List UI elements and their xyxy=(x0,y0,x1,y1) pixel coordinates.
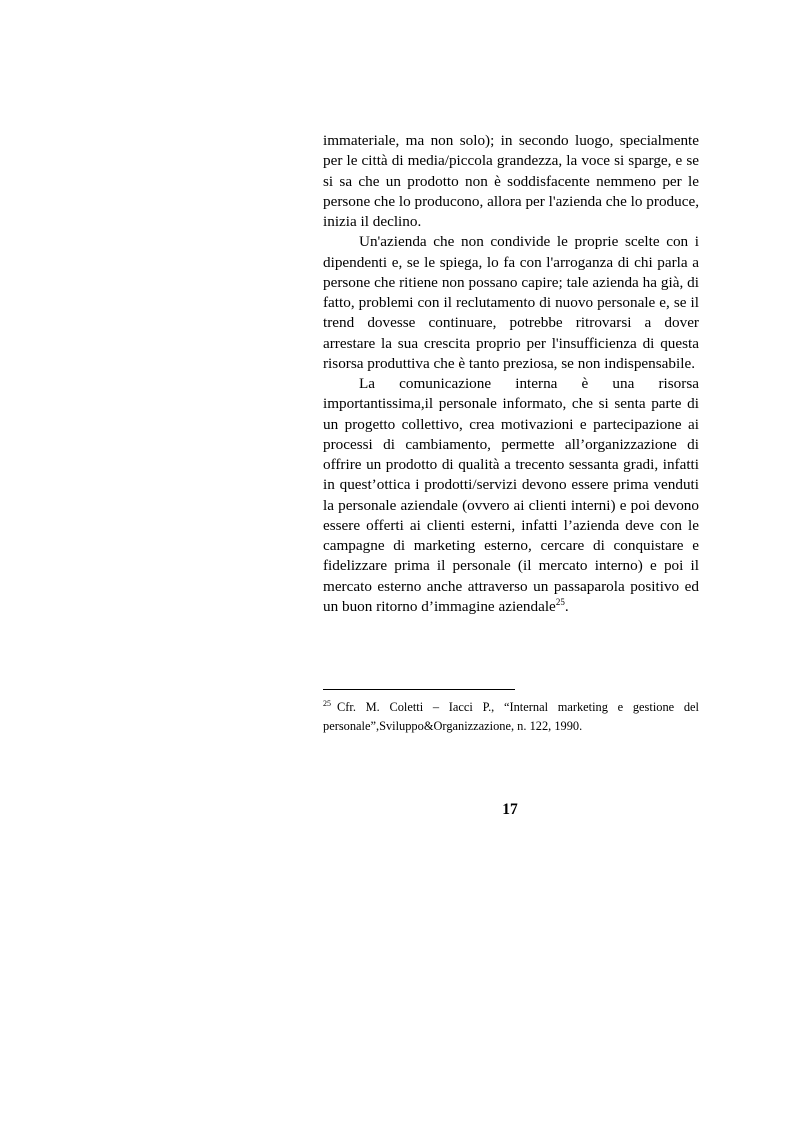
footnote-text: Cfr. M. Coletti – Iacci P., “Internal marketing e gestione del personale”,Sviluppo&Organizzazione, n. 122, 1990. xyxy=(323,700,699,733)
paragraph xyxy=(323,374,699,617)
footnote-separator xyxy=(323,689,515,690)
paragraph-text: Un'azienda che non condivide le proprie scelte con i dipendenti e, se le spiega, lo fa con l'arroganza di chi parla a persone che ritiene non possano capire; tale azienda ha già, di fatto, problemi con il reclutamento di nuovo personale e, se il trend dovesse continuare, potrebbe ritrovarsi a dover arrestare la sua crescita proprio per l'insufficienza di questa risorsa produttiva che è tanto preziosa, se non indispensabile. xyxy=(323,233,699,372)
page-number: 17 xyxy=(502,801,518,818)
paragraph xyxy=(323,232,699,374)
paragraph-tail: . xyxy=(564,597,569,615)
paragraph-text: immateriale, ma non solo); in secondo luogo, specialmente per le città di media/piccola grandezza, la voce si sparge, e se si sa che un prodotto non è soddisfacente nemmeno per le persone che lo producono, allora per l'azienda che lo produce, inizia il declino. xyxy=(323,132,699,230)
footnote xyxy=(323,698,699,736)
footnote-reference[interactable]: 25 xyxy=(555,596,565,607)
paragraph-text: La comunicazione interna è una risorsa importantissima,il personale informato, che si senta parte di un progetto collettivo, crea motivazioni e partecipazione ai processi di cambiamento, permette all’organizzazione di offrire un prodotto di qualità a trecento sessanta gradi, infatti in quest’ottica i prodotti/servizi devono essere prima venduti la personale aziendale (ovvero ai clienti interni) e poi devono essere offerti ai clienti esterni, infatti l’azienda deve con le campagne di marketing esterno, cercare di conquistare e fidelizzare prima il personale (il mercato interno) e poi il mercato esterno anche attraverso un passaparola positivo ed un buon ritorno d’immagine aziendale xyxy=(323,375,699,615)
body-text xyxy=(323,131,699,617)
paragraph-continued xyxy=(323,131,699,232)
footnote-number: 25 xyxy=(323,699,331,708)
